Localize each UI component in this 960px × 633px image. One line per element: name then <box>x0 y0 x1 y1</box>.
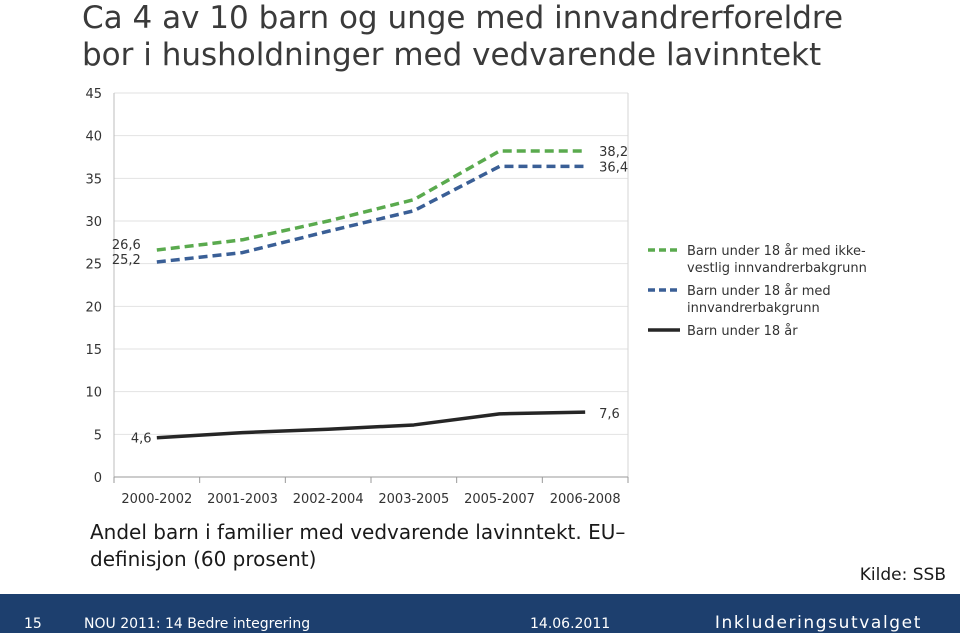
data-label-start-blue: 25,2 <box>111 252 141 268</box>
caption-line-1: Andel barn i familier med vedvarende lavinntekt. EU– <box>90 520 626 544</box>
y-tick-label: 40 <box>85 129 102 145</box>
x-tick-label: 2005-2007 <box>464 492 535 507</box>
legend-label-0: Barn under 18 år med ikke- <box>687 244 866 259</box>
y-tick-label: 5 <box>93 428 102 444</box>
legend-label-1: Barn under 18 år med <box>687 284 831 299</box>
y-tick-label: 35 <box>85 172 102 188</box>
source-label: Kilde: SSB <box>859 565 946 585</box>
y-tick-label: 30 <box>85 215 102 230</box>
footer-organization: Inkluderingsutvalget <box>714 613 922 633</box>
slide-number: 15 <box>24 616 42 632</box>
legend-label-1: innvandrerbakgrunn <box>687 301 820 316</box>
chart-caption <box>90 519 625 573</box>
y-tick-label: 0 <box>93 471 102 486</box>
y-tick-label: 45 <box>85 87 102 102</box>
y-tick-label: 10 <box>85 385 102 401</box>
footer-date: 14.06.2011 <box>530 616 611 632</box>
caption-line-2: definisjon (60 prosent) <box>90 547 317 571</box>
x-tick-label: 2006-2008 <box>549 492 621 507</box>
data-label-end-blue: 36,4 <box>599 160 629 176</box>
y-tick-label: 15 <box>85 343 102 358</box>
data-label-start-black: 4,6 <box>130 431 152 447</box>
legend-label-2: Barn under 18 år <box>687 324 798 339</box>
title-line-1: Ca 4 av 10 barn og unge med innvandrerforeldre <box>82 0 844 36</box>
series-line-1 <box>157 166 585 262</box>
footer-bar <box>0 594 960 633</box>
data-label-end-black: 7,6 <box>599 407 620 423</box>
x-tick-label: 2002-2004 <box>292 492 364 507</box>
footer-document-title: NOU 2011: 14 Bedre integrering <box>84 616 311 632</box>
x-tick-label: 2001-2003 <box>207 492 278 507</box>
data-label-end-green: 38,2 <box>599 145 629 161</box>
x-tick-label: 2000-2002 <box>121 492 193 507</box>
y-tick-label: 20 <box>85 300 102 316</box>
data-label-start-green: 26,6 <box>111 238 141 254</box>
legend-label-0: vestlig innvandrerbakgrunn <box>687 261 867 276</box>
x-tick-label: 2003-2005 <box>378 492 450 507</box>
title-line-2: bor i husholdninger med vedvarende lavinntekt <box>82 37 822 73</box>
y-tick-label: 25 <box>85 257 102 273</box>
